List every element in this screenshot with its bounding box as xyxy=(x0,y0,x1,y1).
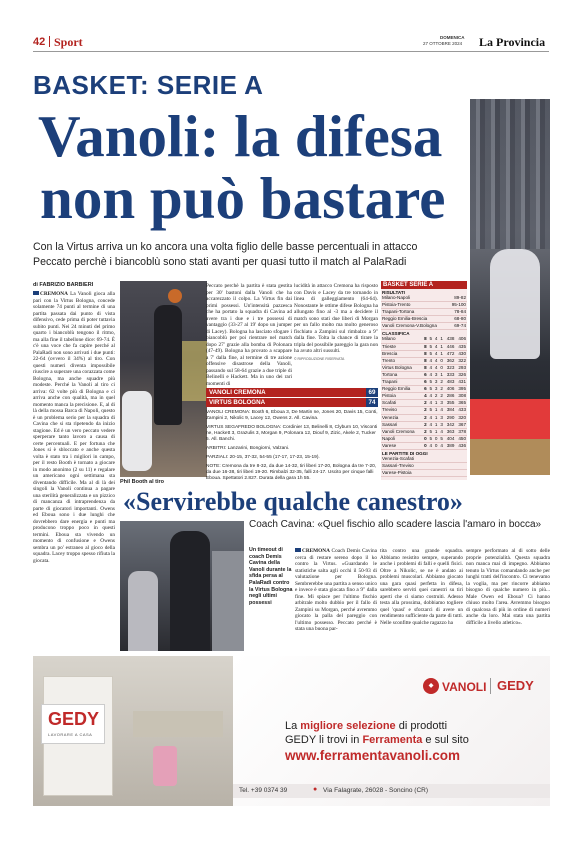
standings-row xyxy=(381,343,467,350)
result-score: 89-82 xyxy=(448,295,467,302)
section-name: Sport xyxy=(54,35,83,49)
standings-l: 4 xyxy=(440,428,443,434)
standings-team: Trento xyxy=(381,357,422,364)
standings-l: 2 xyxy=(440,393,443,399)
ad-panel xyxy=(233,656,550,806)
byline: di FABRIZIO BARBIERI xyxy=(33,282,94,288)
standings-l: 5 xyxy=(440,435,443,441)
column-1-marker xyxy=(33,291,39,295)
standings-team: Trieste xyxy=(381,343,422,350)
result-row xyxy=(381,323,467,330)
standings-f: 290 xyxy=(444,414,456,421)
standings-f: 384 xyxy=(444,407,456,414)
standings-l: 1 xyxy=(440,371,443,377)
standings-a: 326 xyxy=(455,371,467,378)
article-photo xyxy=(120,281,207,477)
standings-a: 436 xyxy=(455,442,467,449)
standings-v: 0 xyxy=(434,435,438,441)
ad-line-1-post: di prodotti xyxy=(395,720,448,732)
advertisement xyxy=(33,656,550,806)
standings-g: 4 xyxy=(429,393,433,399)
scoreboard-score-away: 74 xyxy=(366,398,378,407)
standings-g: 5 xyxy=(429,386,433,392)
standings-l: 3 xyxy=(440,421,443,427)
ad-line-1-bold: migliore selezione xyxy=(300,720,396,732)
standings-row xyxy=(381,350,467,357)
standings-l: 2 xyxy=(440,386,443,392)
standings-row xyxy=(381,414,467,421)
column-1-dateline: CREMONA xyxy=(40,291,68,297)
standings-team: Napoli xyxy=(381,435,422,442)
article-photo-ball xyxy=(168,289,182,303)
second-column-1 xyxy=(295,548,377,648)
standings-team: Scafati xyxy=(381,400,422,407)
standings-v: 4 xyxy=(434,336,438,342)
kicker: BASKET: SERIE A xyxy=(33,70,264,100)
hero-photo-player xyxy=(490,249,540,359)
ad-line-2 xyxy=(285,734,469,746)
standings-l: 0 xyxy=(440,364,443,370)
next-game-row xyxy=(381,470,467,477)
standings-p: 0 xyxy=(424,442,427,448)
standings-row xyxy=(381,421,467,428)
next-games-table xyxy=(381,456,467,477)
ad-line-2-bold: Ferramenta xyxy=(362,734,423,746)
standings-f: 362 xyxy=(444,357,456,364)
standings-f: 363 xyxy=(444,428,456,435)
result-row xyxy=(381,316,467,323)
standings-p: 8 xyxy=(424,364,427,370)
standings-g: 4 xyxy=(429,371,433,377)
standings-row xyxy=(381,336,467,343)
standings-f: 323 xyxy=(444,364,456,371)
standings-l: 1 xyxy=(440,336,443,342)
standings-l: 4 xyxy=(440,442,443,448)
subtitle-line-1: Con la Virtus arriva un ko ancora una volta figlio delle basse percentuali in attacco xyxy=(33,241,418,253)
standings-a: 308 xyxy=(455,393,467,400)
standings-g: 5 xyxy=(429,350,433,356)
standings-a: 367 xyxy=(455,421,467,428)
masthead-logo: La Provincia xyxy=(479,35,546,49)
standings-g: 4 xyxy=(429,364,433,370)
standings-row xyxy=(381,435,467,442)
standings-p: 8 xyxy=(424,357,427,363)
standings-a: 430 xyxy=(455,350,467,357)
headline-line-1: Vanoli: la difesa xyxy=(38,103,443,169)
result-score: 78-84 xyxy=(448,309,467,316)
standings-a: 431 xyxy=(455,379,467,386)
standings-l: 3 xyxy=(440,414,443,420)
scoreboard-row-away xyxy=(206,398,378,407)
standings-f: 472 xyxy=(444,350,456,357)
standings-row xyxy=(381,371,467,378)
article-column-1 xyxy=(33,291,115,651)
ad-vanoli-badge: ◆ xyxy=(423,678,439,694)
standings-f: 342 xyxy=(444,421,456,428)
box-score-quarters: PARZIALI: 20-15, 37-32, 54-55 (17-17, 17-23, 15-19). xyxy=(206,455,320,460)
standings-row xyxy=(381,357,467,364)
standings-g: 5 xyxy=(429,435,433,441)
subtitle-line-2: Peccato perchè i biancoblù sono stati avanti per quasi tutto il match al PalaRadi xyxy=(33,256,407,268)
standings-a: 450 xyxy=(455,435,467,442)
second-column-dateline: CREMONA xyxy=(302,548,330,554)
column-3-copyright: © RIPRODUZIONE RISERVATA xyxy=(294,356,345,361)
standings-v: 4 xyxy=(434,357,438,363)
standings-p: 2 xyxy=(424,407,427,413)
column-1-body: La Vanoli gioca alla pari con la Virtus Bologna, concede solamente 74 punti al termine di una partita passata dai punto di vista difensivo, cede prima di poter tuttavia subito punti. Nei 24 minuti del primo quarto i biancoblù tengono il ritmo, ma alla fine il tabellone dice: 69-74. È c'è una voce che fa capire perché al PalaRadi non sono arrivati i due punti: 22-64 (ovvero il 34%) al tiro. Con questi numeri diventa impossibile riuscire a superare una corazzata come Bologna, ma anche squadre più modeste. Perché la Vanoli al tiro ci arriva: 62 volte più di Bologna e ci arriva anche con qualità, ma in quel momento manca la precisione. E, al di là della mossa Barca di Napoli, questo è un problema serio per la squadra di Cavina che si sta ripetendo da inizio stagione. Ed è un vero peccato vedere sperperare tanto lavoro a causa di certe percentuali. E per fortuna che Jones si è sbloccato e anche questa volta è stato tra i migliori in campo, per il resto Booth è tornato a giocare in modo anonimo (2 su 11) e regalare un americano ogni settimana sta diventando difficile. Ma al di là dei singoli la Vanoli continua a pagare una sterilità generalizzata e un pizzico di mancanza di intraprendenza da parte di giocatori importanti. Owens ed Eboua sono i due lunghi che dovrebbero dare energia e punti ma producono troppo poco in questi termini. Eboua sta vivendo un momento di confusione e Owens sembra un po' estraneo al gioco della squadra. Lacey troppo spesso rifiuta la giocata. xyxy=(33,291,115,564)
ad-line-2-post: e sul sito xyxy=(422,734,469,746)
standings-team: Varese xyxy=(381,442,422,449)
next-game-row xyxy=(381,463,467,470)
standings-p: 8 xyxy=(424,350,427,356)
scoreboard-score-home: 69 xyxy=(366,388,378,397)
second-subtitle: Coach Cavina: «Quel fischio allo scadere lascia l'amaro in bocca» xyxy=(249,519,542,530)
standings-f: 404 xyxy=(444,435,456,442)
second-column-3-body: sempre performato al di sotto delle proprie potenzialità. Questa squadra non manca mai di impegno. Abbiamo tenuto la Virtus comandando anche per lunghi tratti dell'incontro. Ci tenevamo la voglia, ma per rincorre abbiamo bisogno di qualche numero in più... Male Owen ed Eboua? Ci hanno chiuso molto l'area. Avremmo bisogno di qualcosa di più in ordine di numeri anche da loro. Mai stata una partita difficile a livello atletico». xyxy=(466,548,550,626)
result-score: 68-80 xyxy=(448,316,467,323)
article-photo-crowd xyxy=(182,341,207,401)
hero-photo-crowd xyxy=(470,99,550,249)
standings-team: Tortona xyxy=(381,371,422,378)
standings-team: Pistoia xyxy=(381,393,422,400)
article-column-2 xyxy=(206,283,292,387)
standings-row xyxy=(381,407,467,414)
second-headline: «Servirebbe qualche canestro» xyxy=(123,487,463,516)
coach-photo-player xyxy=(128,571,158,651)
standings-l: 1 xyxy=(440,350,443,356)
standings-g: 4 xyxy=(429,442,433,448)
coach-photo xyxy=(120,521,244,651)
box-score-notes: NOTE: Cremona da tre 8-32, da due 14-32, tiri liberi 17-20, Bologna da tre 7-20, da due 16-38, tiri liberi 19-20. Rimbalzi 32-35, falli 24-17. Uscito per cinque falli Eboua. Spettatori 2.827. Durata della gara 1h 55. xyxy=(206,464,377,481)
standings-p: 6 xyxy=(424,371,427,377)
result-score: 95-100 xyxy=(448,302,467,309)
coach-photo-caption: Un timeout di coach Demis Cavina della Vanoli durante la sfida persa al PalaRadi contro la Virtus Bologna negli ultimi possessi xyxy=(249,547,293,606)
scoreboard xyxy=(206,388,378,407)
hero-photo-floor xyxy=(470,439,550,475)
standings-box xyxy=(381,281,467,480)
standings-p: 2 xyxy=(424,428,427,434)
box-score-virtus: VIRTUS SEGAFREDO BOLOGNA: Cordinier 13, Belinelli 8, Clyburn 10, Visconti ne, Hackett 3, Grazulis 3, Morgan 9, Polonara 12, Diouf 9, Zizic, Akele 2, Tucker 5. All. Banchi. xyxy=(206,425,378,442)
results-table xyxy=(381,295,467,330)
page-number: 42 xyxy=(33,36,46,48)
standings-g: 5 xyxy=(429,407,433,413)
result-match: Reggio Emilia-Brescia xyxy=(381,316,448,323)
next-game: Varese-Pistoia xyxy=(381,470,467,477)
standings-title: BASKET SERIE A xyxy=(381,281,467,289)
ad-product-towels xyxy=(133,711,223,737)
standings-p: 8 xyxy=(424,336,427,342)
hero-photo-ad-board xyxy=(470,399,550,439)
section-divider xyxy=(49,36,50,47)
standings-team: Vanoli Cremona xyxy=(381,428,422,435)
second-column-marker xyxy=(295,548,301,552)
classifica-title: CLASSIFICA xyxy=(382,331,410,337)
next-games-title: LE PARTITE DI OGGI xyxy=(382,450,428,456)
standings-g: 4 xyxy=(429,400,433,406)
standings-g: 4 xyxy=(429,357,433,363)
second-column-1-body: Coach Demis Cavina cerca di restare sereno dopo il ko contro la Virtus. «Guardando le statistiche salta agli occhi il 50-93 di valutazione per Bologna. Sembrerebbe una partita a senso unico e invece è stata giocata fino a 9" dalla fine. Mi spiace per l'ultimo fischio arbitrale molto dubbio per il fallo di Zampini su Morgan, perché avremmo giocato la palla del pareggio con l'ultimo possesso. Peccato perché è stata una buona par- xyxy=(295,548,378,632)
result-row xyxy=(381,302,467,309)
standings-row xyxy=(381,393,467,400)
article-photo-defender xyxy=(122,391,152,471)
standings-g: 5 xyxy=(429,343,433,349)
column-2-body: Peccato perchè la partita è stata gestita per 30' bastoni dalla Vanoli che ha accarezzato il colpo. La Virtus fin dai primi possessi. Un'intensità pazzesca che ha portato la squadra di Cavina ad avere tra i due e i tre possessi di vantaggio (33-27 al 19' dopo un jumper di Lacey). Bologna ha lasciato sfogare i biancoblù per poi rientrare nel match dopo 27' grazie alla bomba di Polonara (47-49). Bologna ha provato a scappare a 7' dalla fine, al termine di tre azione offensive disastrose della Vanoli, passando sul 58-64 grazie a due triple di Belinelli e Hackett. Ma in uno dei rari momenti di xyxy=(206,283,292,387)
standings-f: 483 xyxy=(444,379,456,386)
standings-p: 8 xyxy=(424,343,427,349)
box-score xyxy=(206,410,378,482)
standings-p: 2 xyxy=(424,421,427,427)
standings-v: 0 xyxy=(434,442,438,448)
standings-p: 0 xyxy=(424,435,427,441)
header-day: DOMENICA xyxy=(440,35,465,40)
hero-photo xyxy=(470,99,550,475)
ad-gedy-logo-box xyxy=(41,704,105,744)
result-score: 69-74 xyxy=(448,323,467,330)
standings-team: Brescia xyxy=(381,350,422,357)
standings-l: 3 xyxy=(440,400,443,406)
classifica-table xyxy=(381,336,467,450)
standings-row xyxy=(381,386,467,393)
standings-f: 406 xyxy=(444,386,456,393)
scoreboard-team-home: VANOLI CREMONA xyxy=(209,389,266,396)
standings-f: 389 xyxy=(444,442,456,449)
article-photo-player xyxy=(154,305,182,425)
standings-a: 406 xyxy=(455,336,467,343)
standings-v: 4 xyxy=(434,350,438,356)
result-match: Trapani-Tortona xyxy=(381,309,448,316)
result-match: Milano-Napoli xyxy=(381,295,448,302)
standings-a: 435 xyxy=(455,343,467,350)
standings-row xyxy=(381,442,467,449)
ad-pin-icon: ● xyxy=(313,786,318,793)
ad-phone: Tel. +39 0374 39 xyxy=(239,787,288,794)
standings-v: 3 xyxy=(434,379,438,385)
standings-g: 4 xyxy=(429,414,433,420)
box-score-referees: ARBITRI: Lanzarini, Bongiorni, Valzani. xyxy=(206,446,290,451)
standings-l: 2 xyxy=(440,379,443,385)
result-match: Vanoli Cremona-V.Bologna xyxy=(381,323,448,330)
standings-team: Milano xyxy=(381,336,422,343)
ad-line-1 xyxy=(285,720,447,732)
ad-gedy-small-logo: GEDY xyxy=(497,678,534,693)
next-game: Venezia-Scafati xyxy=(381,456,467,463)
ad-footer-bar xyxy=(233,784,550,798)
headline-line-2: non può bastare xyxy=(40,165,446,231)
coach-photo-background xyxy=(212,551,244,651)
coach-photo-figure xyxy=(170,531,210,651)
ad-vanoli-logo: VANOLI xyxy=(442,680,487,694)
standings-a: 365 xyxy=(455,400,467,407)
header-date: 27 OTTOBRE 2024 xyxy=(423,41,463,46)
standings-p: 6 xyxy=(424,386,427,392)
ad-gedy-tagline: LAVORARE A CASA xyxy=(48,732,93,737)
standings-f: 438 xyxy=(444,336,456,343)
ad-logo-divider xyxy=(490,678,491,694)
article-column-3 xyxy=(294,283,378,383)
standings-v: 2 xyxy=(434,393,438,399)
standings-team: Reggio Emilia xyxy=(381,386,422,393)
standings-f: 446 xyxy=(444,343,456,350)
ad-line-2-pre: GEDY li trovi in xyxy=(285,734,363,746)
standings-v: 3 xyxy=(434,386,438,392)
next-game-row xyxy=(381,456,467,463)
standings-p: 6 xyxy=(424,379,427,385)
result-row xyxy=(381,309,467,316)
standings-a: 320 xyxy=(455,414,467,421)
standings-team: Treviso xyxy=(381,407,422,414)
standings-f: 286 xyxy=(444,393,456,400)
standings-l: 1 xyxy=(440,343,443,349)
standings-row xyxy=(381,428,467,435)
standings-g: 4 xyxy=(429,421,433,427)
results-title: RISULTATI xyxy=(382,290,405,295)
page-header xyxy=(33,34,549,52)
standings-team: Venezia xyxy=(381,414,422,421)
standings-v: 1 xyxy=(434,407,438,413)
standings-v: 3 xyxy=(434,371,438,377)
ad-address: Via Falagrate, 26028 - Soncino (CR) xyxy=(323,787,429,794)
ad-gedy-logo: GEDY xyxy=(48,709,100,729)
standings-p: 2 xyxy=(424,414,427,420)
standings-a: 433 xyxy=(455,407,467,414)
result-match: Pistoia-Trento xyxy=(381,302,448,309)
box-score-vanoli: VANOLI CREMONA: Booth 6, Eboua 3, De Martin ne, Jones 20, Davis 15, Conti, Zampini 2, Nikolic 9, Lacey 12, Owens 2. All. Cavina. xyxy=(206,410,378,421)
standings-row xyxy=(381,364,467,371)
standings-row xyxy=(381,400,467,407)
scoreboard-row-home xyxy=(206,388,378,397)
second-column-2 xyxy=(380,548,463,648)
standings-v: 4 xyxy=(434,364,438,370)
standings-f: 333 xyxy=(444,371,456,378)
standings-p: 2 xyxy=(424,400,427,406)
standings-a: 378 xyxy=(455,428,467,435)
standings-team: Virtus Bologna xyxy=(381,364,422,371)
standings-v: 1 xyxy=(434,414,438,420)
standings-a: 395 xyxy=(455,386,467,393)
standings-team: Trapani xyxy=(381,379,422,386)
standings-a: 322 xyxy=(455,357,467,364)
standings-v: 1 xyxy=(434,400,438,406)
scoreboard-team-away: VIRTUS BOLOGNA xyxy=(209,399,266,406)
ad-product-image xyxy=(33,656,233,806)
standings-v: 1 xyxy=(434,421,438,427)
second-column-3 xyxy=(466,548,550,648)
second-column-2-body: tita contro una grande squadra. Abbiamo resistito sempre, superando anche i problemi di falli e quelli fisici. Oltre a Nikolic, se ne è andato ai problemi muscolari. Abbiamo giocato una gara quasi perfetta in difesa, sarebbero serviti quei canestri su tiri aperti che ci siamo costruiti. Adesso testa alla prossima, dobbiamo togliere quel 'quasi' e sforzarci di avere un rendimento sufficiente da parte di tutti. Nelle sconfitte qualche ragazzo ha xyxy=(380,548,463,626)
ad-line-1-pre: La xyxy=(285,720,301,732)
standings-v: 4 xyxy=(434,343,438,349)
standings-g: 5 xyxy=(429,379,433,385)
standings-l: 4 xyxy=(440,407,443,413)
standings-l: 0 xyxy=(440,357,443,363)
ad-url[interactable]: www.ferramentavanoli.com xyxy=(285,748,461,763)
standings-f: 355 xyxy=(444,400,456,407)
photo-caption: Phil Booth al tiro xyxy=(120,479,164,485)
result-row xyxy=(381,295,467,302)
standings-g: 5 xyxy=(429,428,433,434)
standings-g: 5 xyxy=(429,336,433,342)
standings-a: 293 xyxy=(455,364,467,371)
standings-row xyxy=(381,379,467,386)
ad-product-dispenser xyxy=(153,746,177,786)
standings-v: 1 xyxy=(434,428,438,434)
standings-team: Sassari xyxy=(381,421,422,428)
column-3-body: lucidità in attacco Cremona ha risposto con Davis e Lacey da tre tornando in linea di galleggiamento (64-64). Nonostante le ottime difese Bologna ha allungato fino al -3 ma a decidere il match sono stati due liberi di Morgan per un fallo molto ma molto generoso fischiato a Zampini sul rimbalzo a 9" dalla fine. Tolta la chance di tirare la tripla del possibile pareggio la gara non ha avuto altri sussulti. xyxy=(294,283,378,354)
standings-p: 4 xyxy=(424,393,427,399)
next-game: Sassari-Treviso xyxy=(381,463,467,470)
